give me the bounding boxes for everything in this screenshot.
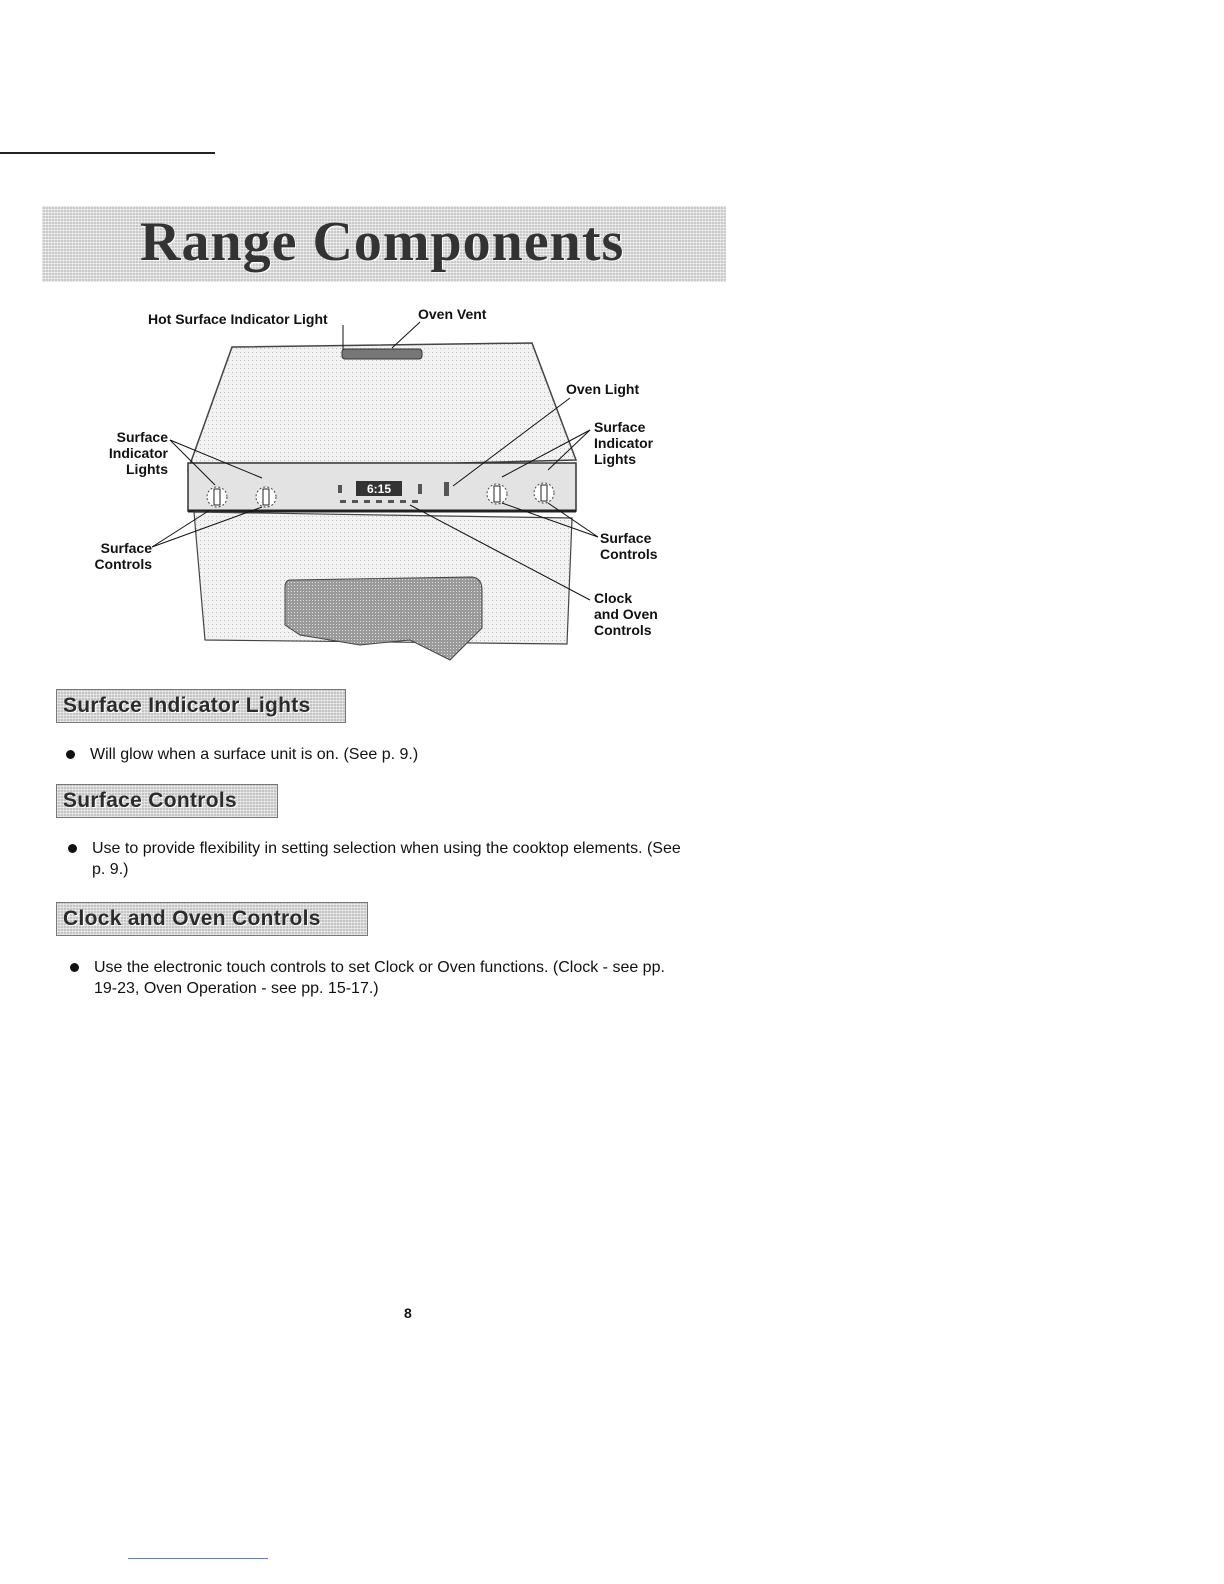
label-surface-controls-right: Surface Controls	[600, 530, 658, 562]
label-surface-indicator-lights-left: Surface Indicator Lights	[108, 429, 168, 477]
label-clock-and-oven-controls: Clock and Oven Controls	[594, 590, 658, 638]
knob-left-1	[207, 487, 227, 507]
heading-text: Surface Controls	[63, 789, 237, 812]
oven-window	[285, 577, 482, 660]
bullet-text: Use to provide flexibility in setting selection when using the cooktop elements. (See	[92, 840, 681, 857]
heading-clock-and-oven-controls	[56, 902, 368, 936]
cooktop	[188, 343, 576, 470]
bullet-surface-indicator-lights	[66, 744, 766, 788]
bullet-text-continued: 19-23, Oven Operation - see pp. 15-17.)	[94, 980, 379, 997]
knob-right-1	[487, 484, 507, 504]
label-oven-vent: Oven Vent	[418, 306, 487, 322]
bullet-dot	[70, 963, 79, 972]
bullet-dot	[68, 844, 77, 853]
label-surface-controls-left: Surface Controls	[94, 540, 152, 572]
bullet-text: Will glow when a surface unit is on. (See p. 9.)	[90, 746, 419, 763]
heading-text: Surface Indicator Lights	[63, 694, 311, 717]
bottom-rule	[128, 1558, 268, 1559]
bullet-text-continued: p. 9.)	[92, 861, 129, 878]
label-hot-surface-indicator-light: Hot Surface Indicator Light	[148, 311, 328, 327]
label-surface-indicator-lights-right: Surface Indicator Lights	[594, 419, 654, 467]
bullet-dot	[66, 750, 75, 759]
clock-display-time: 6:15	[366, 482, 392, 496]
heading-surface-controls	[56, 784, 278, 818]
heading-surface-indicator-lights	[56, 689, 346, 723]
bullet-text: Use the electronic touch controls to set Clock or Oven functions. (Clock - see pp.	[94, 959, 665, 976]
bullet-surface-controls	[68, 838, 768, 882]
heading-text: Clock and Oven Controls	[63, 907, 321, 930]
bullet-clock-and-oven-controls	[70, 957, 770, 1001]
knob-left-2	[256, 487, 276, 507]
knob-right-2	[534, 483, 554, 503]
oven-vent-shape	[342, 349, 422, 359]
page-number: 8	[404, 1305, 412, 1321]
page-title: Range Components	[140, 211, 625, 273]
label-oven-light: Oven Light	[566, 381, 640, 397]
